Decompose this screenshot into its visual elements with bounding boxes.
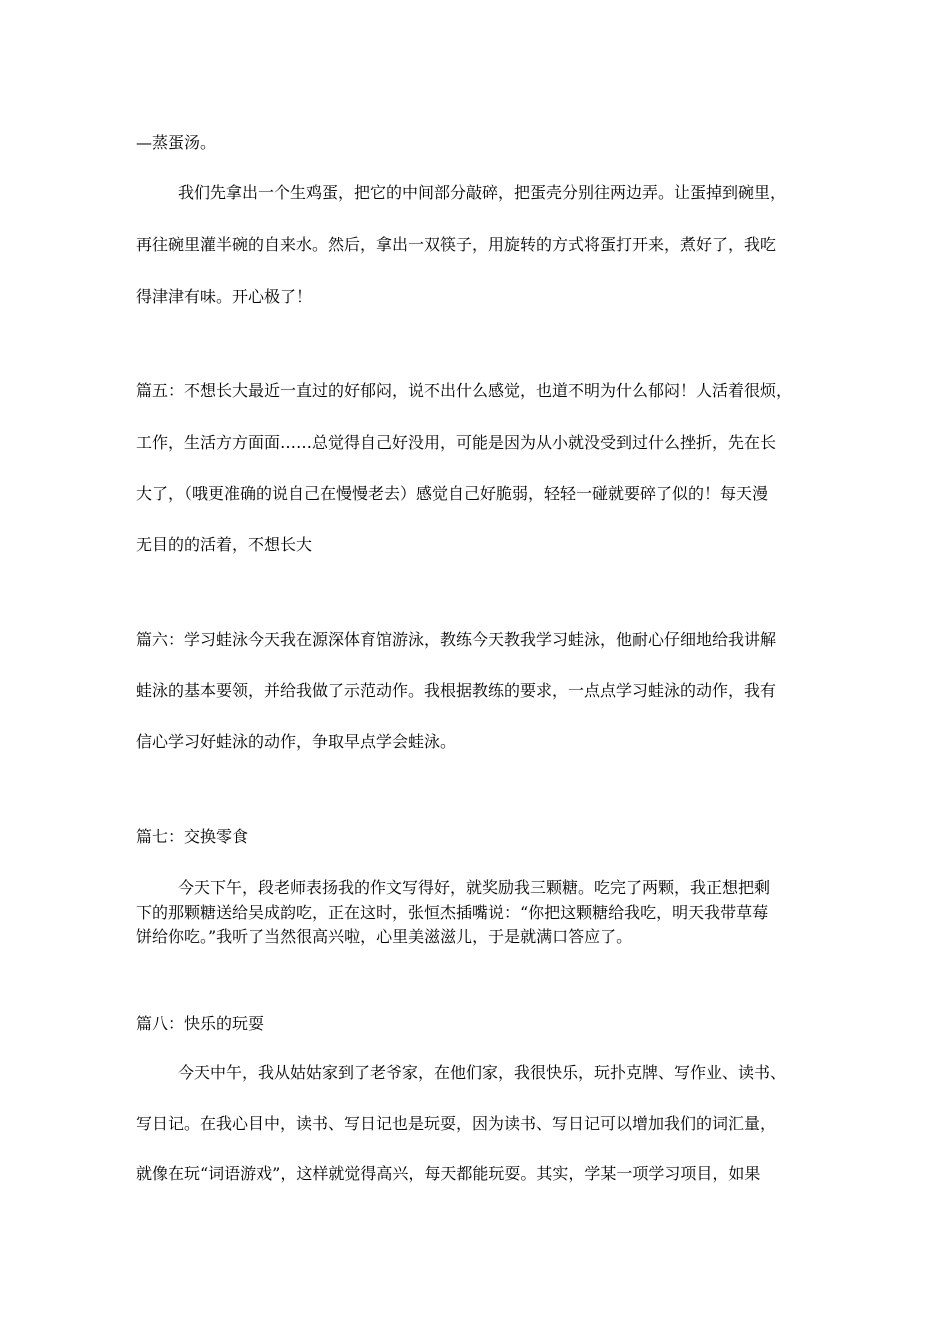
paragraph-line: 我们先拿出一个生鸡蛋，把它的中间部分敲碎，把蛋壳分别往两边弄。让蛋掉到碗里， xyxy=(178,183,787,202)
paragraph-line: 就像在玩“词语游戏”，这样就觉得高兴，每天都能玩耍。其实，学某一项学习项目，如果 xyxy=(136,1164,761,1183)
section5-line: 无目的的活着，不想长大 xyxy=(136,535,313,554)
paragraph-line: 再往碗里灌半碗的自来水。然后，拿出一双筷子，用旋转的方式将蛋打开来，煮好了，我吃 xyxy=(136,235,777,254)
paragraph-line: 今天下午，段老师表扬我的作文写得好，就奖励我三颗糖。吃完了两颗，我正想把剩 xyxy=(178,878,771,897)
section5-line: 篇五：不想长大最近一直过的好郁闷，说不出什么感觉，也道不明为什么郁闷！人活着很烦， xyxy=(136,381,793,400)
paragraph-line: 今天中午，我从姑姑家到了老爷家，在他们家，我很快乐，玩扑克牌、写作业、读书、 xyxy=(178,1063,787,1082)
section8-heading: 篇八：快乐的玩耍 xyxy=(136,1014,265,1033)
section6-line: 蛙泳的基本要领，并给我做了示范动作。我根据教练的要求，一点点学习蛙泳的动作，我有 xyxy=(136,681,777,700)
section6-line: 信心学习好蛙泳的动作，争取早点学会蛙泳。 xyxy=(136,732,457,751)
paragraph-line: 写日记。在我心目中，读书、写日记也是玩耍，因为读书、写日记可以增加我们的词汇量， xyxy=(136,1114,777,1133)
section5-line: 工作，生活方方面面……总觉得自己好没用，可能是因为从小就没受到过什么挫折，先在长 xyxy=(136,433,777,452)
paragraph-line: 饼给你吃。”我听了当然很高兴啦，心里美滋滋儿，于是就满口答应了。 xyxy=(136,927,633,946)
paragraph-line: 下的那颗糖送给吴成韵吃，正在这时，张恒杰插嘴说：“你把这颗糖给我吃，明天我带草莓 xyxy=(136,903,769,922)
paragraph-line: 得津津有味。开心极了！ xyxy=(136,287,313,306)
section6-line: 篇六：学习蛙泳今天我在源深体育馆游泳，教练今天教我学习蛙泳，他耐心仔细地给我讲解 xyxy=(136,630,777,649)
section4-tail: —蒸蛋汤。 xyxy=(136,133,217,152)
section5-line: 大了，（哦更准确的说自己在慢慢老去）感觉自己好脆弱，轻轻一碰就要碎了似的！每天漫 xyxy=(136,484,769,503)
section7-heading: 篇七：交换零食 xyxy=(136,827,249,846)
